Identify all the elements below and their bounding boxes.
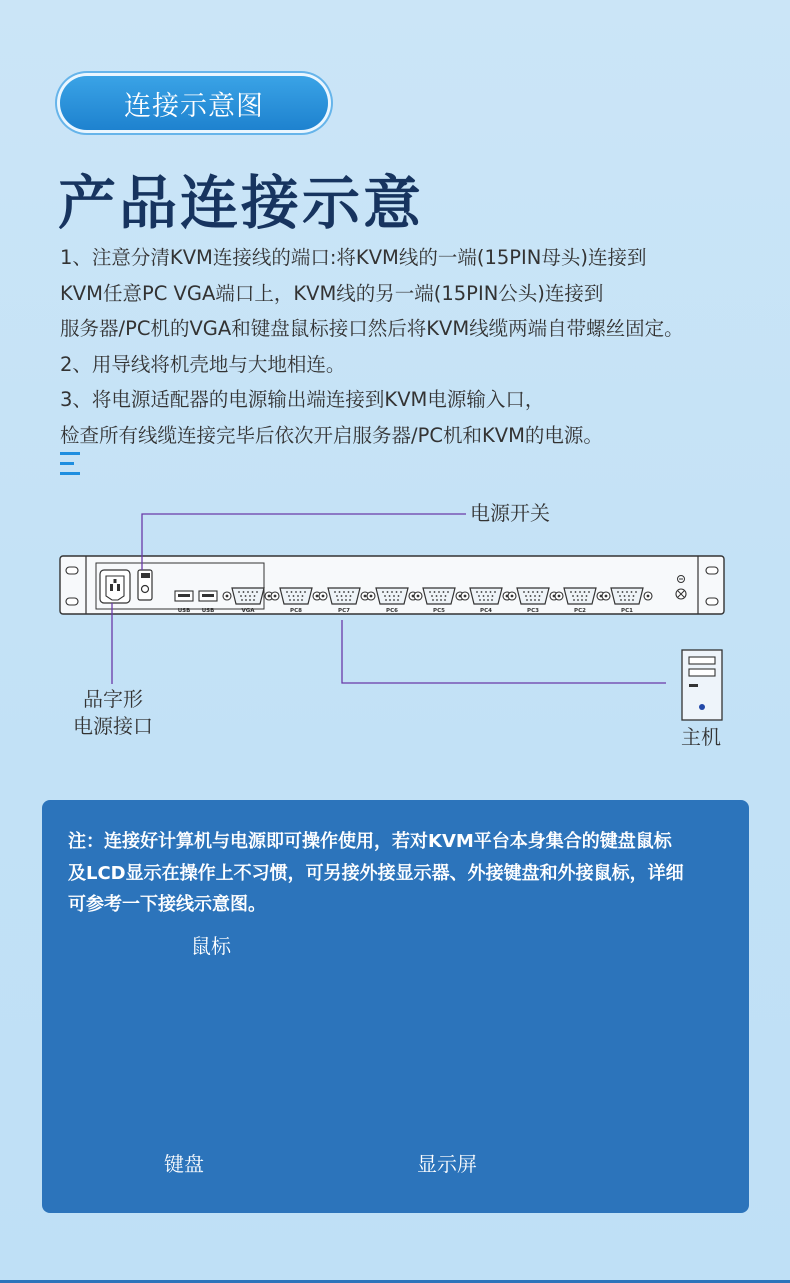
- note-line: 注：连接好计算机与电源即可操作使用，若对KVM平台本身集合的键盘鼠标: [68, 831, 672, 852]
- host-label: 主机: [681, 725, 721, 749]
- instruction-line: KVM任意PC VGA端口上，KVM线的另一端(15PIN公头)连接到: [60, 281, 604, 305]
- power-socket-label-line: 品字形: [83, 687, 143, 711]
- power-socket-label: [66, 686, 160, 740]
- keyboard-label: 键盘: [164, 1152, 204, 1176]
- kvm-rear-panel: [60, 556, 724, 614]
- usb-port-icon: [199, 591, 217, 601]
- section-pill: 连接示意图: [60, 76, 328, 130]
- port-label: VGA: [241, 608, 255, 614]
- note-text: [68, 826, 728, 921]
- page-title: 产品连接示意: [58, 169, 425, 237]
- usb-port-icon: [175, 591, 193, 601]
- port-label: PC2: [574, 608, 586, 614]
- instruction-line: 服务器/PC机的VGA和键盘鼠标接口然后将KVM线缆两端自带螺丝固定。: [60, 317, 684, 340]
- power-socket-label-line: 电源接口: [73, 714, 153, 738]
- instruction-line: 2、用导线将机壳地与大地相连。: [60, 352, 346, 376]
- host-tower-icon: [682, 650, 722, 720]
- port-label: PC6: [386, 608, 398, 614]
- port-label: PC3: [527, 608, 539, 614]
- port-label: PC1: [621, 608, 633, 614]
- instruction-line: 1、注意分清KVM连接线的端口:将KVM线的一端(15PIN母头)连接到: [60, 246, 647, 269]
- mouse-label: 鼠标: [191, 934, 231, 958]
- instruction-line: 检查所有线缆连接完毕后依次开启服务器/PC机和KVM的电源。: [60, 423, 603, 447]
- power-switch-icon: [138, 570, 152, 600]
- instruction-line: 3、将电源适配器的电源输出端连接到KVM电源输入口，: [60, 388, 545, 411]
- port-label: PC4: [480, 608, 492, 614]
- power-socket-icon: [100, 570, 130, 603]
- note-line: 及LCD显示在操作上不习惯，可另接外接显示器、外接键盘和外接鼠标，详细: [68, 862, 684, 884]
- port-label: PC8: [290, 608, 302, 614]
- port-label: PC5: [433, 608, 445, 614]
- power-switch-label: 电源开关: [470, 501, 550, 525]
- port-label: USB: [201, 608, 215, 614]
- port-label: PC7: [338, 608, 350, 614]
- note-line: 可参考一下接线示意图。: [68, 894, 266, 915]
- monitor-label: 显示屏: [417, 1152, 477, 1176]
- host-leader: [342, 620, 666, 683]
- port-label: USB: [177, 608, 191, 614]
